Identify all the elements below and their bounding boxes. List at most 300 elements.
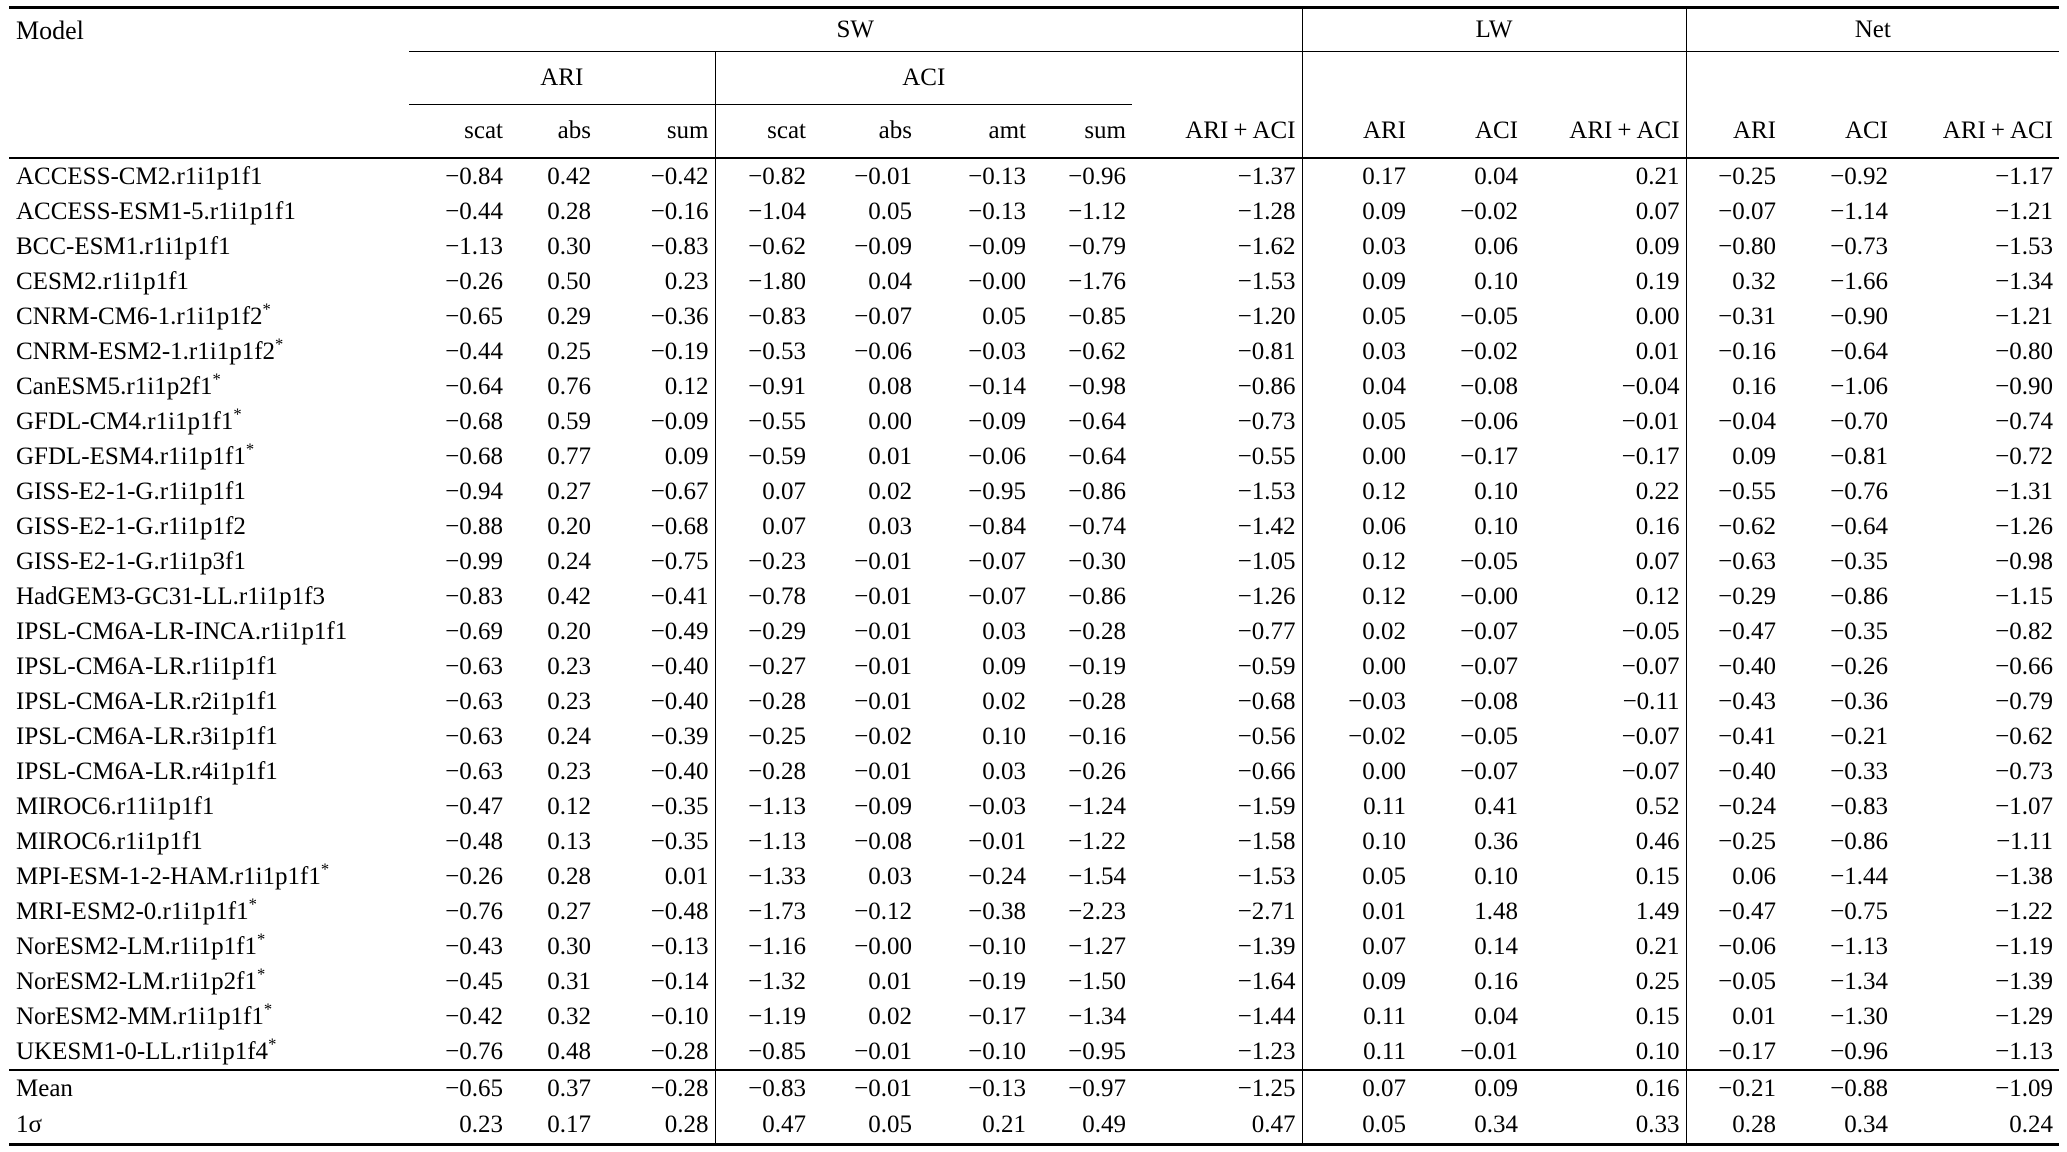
- column-header-net-aci: ACI: [1782, 105, 1894, 159]
- sw-ari-scat-value: −0.48: [445, 827, 503, 855]
- table-row: [9, 929, 2059, 964]
- sw-aci-amt-value: −0.13: [968, 197, 1026, 225]
- sw-ari-scat-value: −0.63: [445, 757, 503, 785]
- table-row: [9, 754, 2059, 789]
- sw-aci-sum-value: −1.12: [1068, 197, 1126, 225]
- sw-aci-abs-value: 0.00: [868, 407, 912, 435]
- net-ari-aci-value: −1.26: [1995, 512, 2053, 540]
- sw-aci-amt-value: 0.03: [982, 617, 1026, 645]
- table-row: [9, 509, 2059, 544]
- sw-aci-abs-value: 0.02: [868, 1002, 912, 1030]
- table-row: [9, 264, 2059, 299]
- column-header-sw-aci-abs: abs: [812, 105, 918, 159]
- sw-ari-sum-value: −0.49: [650, 617, 709, 645]
- sw-ari-abs-value: 0.23: [547, 757, 591, 785]
- net-ari-value: −0.40: [1686, 649, 1782, 684]
- column-header-sw-aci-sum: sum: [1032, 105, 1132, 159]
- sw-aci-abs-value: 0.04: [868, 267, 912, 295]
- model-name: CESM2.r1i1p1f1: [16, 267, 189, 295]
- sw-ari-abs-value: 0.20: [547, 617, 591, 645]
- sw-aci-abs-value: −0.01: [854, 652, 912, 680]
- lw-ari-value: 0.11: [1302, 1034, 1412, 1070]
- sw-aci-scat-value: −0.83: [715, 1070, 812, 1107]
- table-row: [9, 299, 2059, 334]
- sw-ari-scat-value: −0.47: [445, 792, 503, 820]
- net-aci-value: −0.75: [1830, 897, 1888, 925]
- lw-ari-value: 0.10: [1302, 824, 1412, 859]
- model-name: MIROC6.r1i1p1f1: [16, 827, 203, 855]
- sw-aci-amt-value: −0.10: [968, 932, 1026, 960]
- sw-ari-sum-value: −0.13: [650, 932, 709, 960]
- sw-ari-aci-value: −1.53: [1237, 267, 1296, 295]
- sw-ari-aci-value: −1.53: [1237, 862, 1296, 890]
- net-ari-aci-value: −1.53: [1995, 232, 2053, 260]
- net-aci-value: −0.83: [1830, 792, 1888, 820]
- table-row: [9, 194, 2059, 229]
- net-aci-value: −0.33: [1830, 757, 1888, 785]
- net-aci-value: −0.92: [1830, 162, 1888, 190]
- model-star-marker: *: [320, 859, 330, 879]
- model-name: GFDL-ESM4.r1i1p1f1*: [16, 439, 255, 470]
- lw-ari-aci-value: 0.15: [1635, 862, 1680, 890]
- lw-ari-aci-value: 0.52: [1635, 792, 1680, 820]
- lw-ari-value: 0.09: [1302, 964, 1412, 999]
- sw-ari-scat-value: −0.43: [445, 932, 503, 960]
- sw-ari-abs-value: 0.12: [547, 792, 591, 820]
- sw-aci-amt-value: 0.09: [982, 652, 1026, 680]
- net-aci-value: −1.66: [1830, 267, 1888, 295]
- lw-ari-aci-value: 0.21: [1635, 932, 1680, 960]
- sw-aci-scat-value: −0.82: [715, 158, 812, 194]
- sw-ari-abs-value: 0.76: [547, 372, 591, 400]
- net-ari-value: 0.28: [1686, 1107, 1782, 1145]
- sw-aci-scat-value: −1.16: [715, 929, 812, 964]
- sw-ari-scat-value: −0.63: [445, 687, 503, 715]
- table-row: [9, 579, 2059, 614]
- sw-aci-scat-value: −1.80: [715, 264, 812, 299]
- net-ari-value: −0.07: [1686, 194, 1782, 229]
- lw-ari-value: 0.12: [1302, 474, 1412, 509]
- lw-ari-value: 0.06: [1302, 509, 1412, 544]
- column-header-lw-aci: ACI: [1412, 105, 1524, 159]
- lw-aci-value: −0.08: [1460, 372, 1518, 400]
- table-row: [9, 158, 2059, 194]
- sw-ari-scat-value: −0.65: [409, 1070, 509, 1107]
- net-ari-aci-value: −1.39: [1995, 967, 2053, 995]
- sw-ari-sum-value: −0.67: [650, 477, 709, 505]
- sw-aci-sum-value: −1.22: [1068, 827, 1126, 855]
- net-ari-value: −0.55: [1686, 474, 1782, 509]
- table-row: [9, 789, 2059, 824]
- net-ari-value: −0.25: [1686, 824, 1782, 859]
- lw-aci-value: −0.05: [1460, 302, 1518, 330]
- net-ari-aci-value: −0.98: [1995, 547, 2053, 575]
- table-row: [9, 544, 2059, 579]
- sw-aci-scat-value: −0.23: [715, 544, 812, 579]
- sw-ari-sum-value: −0.28: [597, 1070, 715, 1107]
- net-aci-value: −1.06: [1830, 372, 1888, 400]
- subgroup-spacer-net: [1686, 52, 2059, 105]
- net-ari-aci-value: −1.15: [1995, 582, 2053, 610]
- sw-aci-sum-value: −1.76: [1068, 267, 1126, 295]
- model-name: BCC-ESM1.r1i1p1f1: [16, 232, 231, 260]
- lw-ari-value: 0.12: [1302, 579, 1412, 614]
- net-ari-aci-value: −0.79: [1995, 687, 2053, 715]
- sw-ari-aci-value: −1.39: [1237, 932, 1296, 960]
- sw-aci-sum-value: −0.28: [1068, 617, 1126, 645]
- lw-aci-value: −0.00: [1460, 582, 1518, 610]
- sw-ari-abs-value: 0.29: [547, 302, 591, 330]
- lw-ari-aci-value: 0.01: [1635, 337, 1680, 365]
- sw-aci-abs-value: −0.06: [854, 337, 912, 365]
- sw-ari-scat-value: −0.68: [445, 442, 503, 470]
- net-ari-value: −0.41: [1686, 719, 1782, 754]
- sw-aci-amt-value: −0.01: [968, 827, 1026, 855]
- table-row: [9, 369, 2059, 404]
- sw-ari-scat-value: −0.26: [445, 862, 503, 890]
- sw-aci-sum-value: −0.79: [1068, 232, 1126, 260]
- sw-ari-sum-value: −0.19: [650, 337, 709, 365]
- lw-ari-aci-value: −0.04: [1621, 372, 1680, 400]
- model-star-marker: *: [233, 404, 242, 424]
- sw-ari-sum-value: −0.10: [650, 1002, 709, 1030]
- lw-aci-value: 0.06: [1474, 232, 1518, 260]
- net-aci-value: −1.34: [1830, 967, 1888, 995]
- net-ari-aci-value: −1.07: [1995, 792, 2053, 820]
- net-aci-value: −0.35: [1830, 617, 1888, 645]
- sw-ari-scat-value: −0.63: [445, 722, 503, 750]
- sw-ari-scat-value: 0.23: [459, 1111, 503, 1138]
- sw-aci-amt-value: −0.07: [968, 582, 1026, 610]
- lw-ari-aci-value: 0.19: [1635, 267, 1680, 295]
- sw-ari-scat-value: −0.84: [445, 162, 503, 190]
- group-header-sw: SW: [409, 8, 1302, 52]
- sw-ari-aci-value: −1.26: [1237, 582, 1296, 610]
- lw-ari-value: 0.09: [1302, 194, 1412, 229]
- model-name: GISS-E2-1-G.r1i1p3f1: [16, 547, 246, 575]
- sw-aci-scat-value: −0.27: [715, 649, 812, 684]
- model-name: IPSL-CM6A-LR.r3i1p1f1: [16, 722, 278, 750]
- sw-ari-aci-value: −0.56: [1237, 722, 1296, 750]
- lw-ari-value: 0.05: [1302, 404, 1412, 439]
- sw-ari-sum-value: −0.83: [650, 232, 709, 260]
- sw-aci-abs-value: 0.08: [868, 372, 912, 400]
- model-name: CanESM5.r1i1p2f1*: [16, 369, 221, 400]
- sw-ari-abs-value: 0.31: [547, 967, 591, 995]
- lw-ari-value: 0.00: [1302, 439, 1412, 474]
- sw-ari-scat-value: −0.68: [445, 407, 503, 435]
- lw-aci-value: 1.48: [1474, 897, 1518, 925]
- sw-ari-aci-value: −1.28: [1237, 197, 1296, 225]
- sw-aci-amt-value: −0.06: [968, 442, 1026, 470]
- lw-ari-value: 0.11: [1302, 789, 1412, 824]
- sw-ari-abs-value: 0.59: [547, 407, 591, 435]
- model-star-marker: *: [275, 334, 284, 354]
- table-row: [9, 1034, 2059, 1070]
- lw-aci-value: −0.05: [1460, 722, 1518, 750]
- sw-aci-scat-value: 0.07: [715, 474, 812, 509]
- sw-ari-aci-value: −1.64: [1237, 967, 1296, 995]
- net-aci-value: −1.44: [1830, 862, 1888, 890]
- sw-ari-aci-value: 0.47: [1251, 1111, 1296, 1138]
- lw-ari-aci-value: −0.05: [1621, 617, 1680, 645]
- lw-ari-aci-value: 0.25: [1635, 967, 1680, 995]
- sw-aci-abs-value: 0.01: [868, 967, 912, 995]
- sw-ari-abs-value: 0.28: [547, 862, 591, 890]
- sw-aci-sum-value: −0.95: [1068, 1037, 1126, 1065]
- model-star-marker: *: [245, 439, 255, 459]
- column-header-lw-ari-aci: ARI + ACI: [1524, 105, 1686, 159]
- sw-aci-scat-value: 0.07: [715, 509, 812, 544]
- sw-aci-amt-value: −0.10: [968, 1037, 1026, 1065]
- net-ari-aci-value: −1.11: [1996, 827, 2053, 855]
- sw-aci-sum-value: −0.98: [1068, 372, 1126, 400]
- lw-ari-aci-value: −0.11: [1622, 687, 1680, 715]
- sw-ari-scat-value: −0.26: [445, 267, 503, 295]
- lw-ari-aci-value: 0.16: [1635, 512, 1680, 540]
- sw-aci-sum-value: −0.62: [1068, 337, 1126, 365]
- sw-aci-abs-value: −0.01: [854, 757, 912, 785]
- summary-label: 1σ: [16, 1111, 42, 1138]
- sw-aci-sum-value: −1.24: [1068, 792, 1126, 820]
- lw-ari-aci-value: 0.00: [1635, 302, 1680, 330]
- sw-ari-abs-value: 0.25: [547, 337, 591, 365]
- sw-aci-sum-value: −0.16: [1068, 722, 1126, 750]
- sw-aci-sum-value: −0.28: [1068, 687, 1126, 715]
- model-name: GISS-E2-1-G.r1i1p1f2: [16, 512, 246, 540]
- net-ari-aci-value: −1.29: [1995, 1002, 2053, 1030]
- model-name: IPSL-CM6A-LR-INCA.r1i1p1f1: [16, 617, 348, 645]
- table-row: [9, 404, 2059, 439]
- column-header-model: Model: [9, 8, 409, 159]
- sw-aci-abs-value: −0.07: [854, 302, 912, 330]
- sw-ari-scat-value: −0.99: [445, 547, 503, 575]
- sw-aci-amt-value: 0.02: [982, 687, 1026, 715]
- lw-aci-value: −0.01: [1460, 1037, 1518, 1065]
- sw-aci-abs-value: −0.01: [854, 582, 912, 610]
- sw-aci-scat-value: −0.28: [715, 754, 812, 789]
- lw-ari-aci-value: 0.16: [1524, 1070, 1686, 1107]
- sw-aci-abs-value: 0.03: [868, 862, 912, 890]
- sw-ari-scat-value: −0.63: [445, 652, 503, 680]
- sw-ari-abs-value: 0.50: [547, 267, 591, 295]
- net-ari-aci-value: −1.31: [1995, 477, 2053, 505]
- sw-ari-aci-value: −0.68: [1237, 687, 1296, 715]
- net-aci-value: 0.34: [1844, 1111, 1888, 1138]
- sw-aci-abs-value: −0.01: [854, 547, 912, 575]
- sw-ari-scat-value: −0.76: [445, 897, 503, 925]
- net-aci-value: −0.26: [1830, 652, 1888, 680]
- net-aci-value: −1.30: [1830, 1002, 1888, 1030]
- table-row: [9, 684, 2059, 719]
- table-row: [9, 229, 2059, 264]
- net-ari-value: −0.16: [1686, 334, 1782, 369]
- net-aci-value: −0.70: [1830, 407, 1888, 435]
- net-ari-value: 0.16: [1686, 369, 1782, 404]
- sw-aci-sum-value: 0.49: [1082, 1111, 1126, 1138]
- net-ari-aci-value: −0.62: [1995, 722, 2053, 750]
- net-ari-value: −0.47: [1686, 614, 1782, 649]
- sw-aci-abs-value: −0.01: [854, 687, 912, 715]
- sw-ari-scat-value: −0.69: [445, 617, 503, 645]
- sw-ari-aci-value: −1.05: [1237, 547, 1296, 575]
- model-name: ACCESS-ESM1-5.r1i1p1f1: [16, 197, 296, 225]
- sw-ari-abs-value: 0.23: [547, 652, 591, 680]
- sw-ari-sum-value: −0.28: [650, 1037, 709, 1065]
- sw-aci-sum-value: −0.26: [1068, 757, 1126, 785]
- sw-ari-sum-value: 0.09: [664, 442, 709, 470]
- sw-aci-scat-value: −1.13: [715, 789, 812, 824]
- sw-aci-sum-value: −1.34: [1068, 1002, 1126, 1030]
- model-star-marker: *: [263, 999, 273, 1019]
- sw-ari-aci-value: −1.23: [1237, 1037, 1296, 1065]
- lw-ari-value: 0.03: [1302, 229, 1412, 264]
- lw-aci-value: 0.04: [1474, 162, 1518, 190]
- sw-aci-amt-value: 0.21: [982, 1111, 1026, 1138]
- lw-ari-value: 0.03: [1302, 334, 1412, 369]
- subgroup-spacer-sw-sum: [1132, 52, 1302, 105]
- sw-aci-abs-value: −0.12: [854, 897, 912, 925]
- column-header-sw-aci-scat: scat: [715, 105, 812, 159]
- sw-aci-sum-value: −2.23: [1068, 897, 1126, 925]
- lw-ari-value: 0.04: [1302, 369, 1412, 404]
- model-name: ACCESS-CM2.r1i1p1f1: [16, 162, 263, 190]
- sw-ari-sum-value: −0.68: [650, 512, 709, 540]
- lw-aci-value: −0.17: [1460, 442, 1518, 470]
- lw-ari-value: 0.00: [1302, 754, 1412, 789]
- sw-ari-sum-value: −0.40: [650, 757, 709, 785]
- sw-ari-sum-value: −0.35: [650, 827, 709, 855]
- sw-aci-amt-value: 0.05: [982, 302, 1026, 330]
- sw-aci-scat-value: −0.62: [715, 229, 812, 264]
- net-ari-aci-value: −1.22: [1995, 897, 2053, 925]
- lw-aci-value: 0.34: [1474, 1111, 1518, 1138]
- model-star-marker: *: [268, 1034, 277, 1054]
- sw-ari-aci-value: −1.37: [1237, 162, 1296, 190]
- sw-aci-scat-value: −0.25: [715, 719, 812, 754]
- net-aci-value: −0.36: [1830, 687, 1888, 715]
- lw-ari-aci-value: 0.10: [1635, 1037, 1680, 1065]
- lw-aci-value: −0.05: [1460, 547, 1518, 575]
- sw-aci-scat-value: −0.29: [715, 614, 812, 649]
- sw-ari-scat-value: −0.88: [445, 512, 503, 540]
- sw-ari-scat-value: −0.83: [445, 582, 503, 610]
- sw-aci-amt-value: −0.17: [968, 1002, 1026, 1030]
- net-ari-aci-value: −0.66: [1995, 652, 2053, 680]
- net-ari-value: −0.80: [1686, 229, 1782, 264]
- net-ari-aci-value: −1.38: [1995, 862, 2053, 890]
- sw-aci-scat-value: −1.73: [715, 894, 812, 929]
- lw-aci-value: 0.41: [1474, 792, 1518, 820]
- model-name: IPSL-CM6A-LR.r4i1p1f1: [16, 757, 278, 785]
- lw-aci-value: 0.09: [1412, 1070, 1524, 1107]
- net-aci-value: −0.76: [1830, 477, 1888, 505]
- net-ari-aci-value: −1.19: [1995, 932, 2053, 960]
- net-aci-value: −0.81: [1830, 442, 1888, 470]
- net-ari-value: −0.40: [1686, 754, 1782, 789]
- net-ari-value: 0.06: [1686, 859, 1782, 894]
- summary-row: [9, 1070, 2059, 1107]
- sw-aci-scat-value: −1.32: [715, 964, 812, 999]
- sw-ari-sum-value: 0.01: [664, 862, 709, 890]
- net-aci-value: −0.96: [1830, 1037, 1888, 1065]
- lw-aci-value: 0.10: [1474, 862, 1518, 890]
- sw-aci-scat-value: −1.33: [715, 859, 812, 894]
- model-name: IPSL-CM6A-LR.r1i1p1f1: [16, 652, 278, 680]
- sw-ari-aci-value: −0.55: [1237, 442, 1296, 470]
- sw-ari-abs-value: 0.48: [547, 1037, 591, 1065]
- sw-aci-sum-value: −0.64: [1068, 407, 1126, 435]
- net-ari-aci-value: −1.09: [1894, 1070, 2059, 1107]
- lw-aci-value: −0.07: [1460, 757, 1518, 785]
- net-ari-value: −0.29: [1686, 579, 1782, 614]
- sw-aci-sum-value: −0.86: [1068, 477, 1126, 505]
- sw-aci-sum-value: −0.85: [1068, 302, 1126, 330]
- sw-ari-scat-value: −0.65: [445, 302, 503, 330]
- lw-ari-value: −0.02: [1302, 719, 1412, 754]
- model-name: GFDL-CM4.r1i1p1f1*: [16, 404, 242, 435]
- net-ari-value: −0.17: [1686, 1034, 1782, 1070]
- sw-ari-aci-value: −1.62: [1237, 232, 1296, 260]
- sw-aci-scat-value: −0.91: [715, 369, 812, 404]
- sw-ari-abs-value: 0.24: [547, 547, 591, 575]
- table-row: [9, 964, 2059, 999]
- sw-ari-scat-value: −0.76: [445, 1037, 503, 1065]
- column-header-lw-ari: ARI: [1302, 105, 1412, 159]
- sw-aci-amt-value: −0.07: [968, 547, 1026, 575]
- model-star-marker: *: [256, 964, 266, 984]
- lw-aci-value: 0.10: [1474, 477, 1518, 505]
- net-ari-value: −0.24: [1686, 789, 1782, 824]
- sw-ari-abs-value: 0.20: [547, 512, 591, 540]
- sw-ari-scat-value: −0.45: [445, 967, 503, 995]
- net-ari-aci-value: −0.90: [1995, 372, 2053, 400]
- net-ari-value: 0.09: [1686, 439, 1782, 474]
- sw-aci-abs-value: −0.09: [854, 232, 912, 260]
- sw-aci-scat-value: −0.59: [715, 439, 812, 474]
- lw-ari-value: 0.07: [1302, 929, 1412, 964]
- sw-ari-aci-value: −2.71: [1237, 897, 1296, 925]
- model-name: NorESM2-LM.r1i1p2f1*: [16, 964, 266, 995]
- sw-ari-sum-value: −0.16: [650, 197, 709, 225]
- net-ari-aci-value: −0.74: [1995, 407, 2053, 435]
- sw-aci-abs-value: 0.05: [868, 197, 912, 225]
- sw-ari-sum-value: −0.14: [650, 967, 709, 995]
- sw-aci-scat-value: −0.55: [715, 404, 812, 439]
- net-ari-aci-value: −0.73: [1995, 757, 2053, 785]
- sw-ari-abs-value: 0.13: [547, 827, 591, 855]
- sw-aci-abs-value: 0.02: [868, 477, 912, 505]
- lw-aci-value: −0.08: [1460, 687, 1518, 715]
- table-row: [9, 334, 2059, 369]
- sw-ari-aci-value: −0.86: [1237, 372, 1296, 400]
- net-ari-value: −0.63: [1686, 544, 1782, 579]
- lw-aci-value: −0.07: [1460, 652, 1518, 680]
- net-ari-value: −0.06: [1686, 929, 1782, 964]
- lw-ari-value: −0.03: [1302, 684, 1412, 719]
- sw-ari-abs-value: 0.37: [509, 1070, 597, 1107]
- sw-ari-aci-value: −1.58: [1237, 827, 1296, 855]
- column-header-sw-ari-abs: abs: [509, 105, 597, 159]
- sw-aci-scat-value: −0.78: [715, 579, 812, 614]
- sw-aci-sum-value: −0.64: [1068, 442, 1126, 470]
- lw-ari-aci-value: −0.07: [1621, 757, 1680, 785]
- sw-aci-abs-value: −0.01: [854, 617, 912, 645]
- lw-ari-aci-value: −0.07: [1621, 722, 1680, 750]
- net-ari-aci-value: −0.82: [1995, 617, 2053, 645]
- sw-ari-abs-value: 0.24: [547, 722, 591, 750]
- model-name: GISS-E2-1-G.r1i1p1f1: [16, 477, 246, 505]
